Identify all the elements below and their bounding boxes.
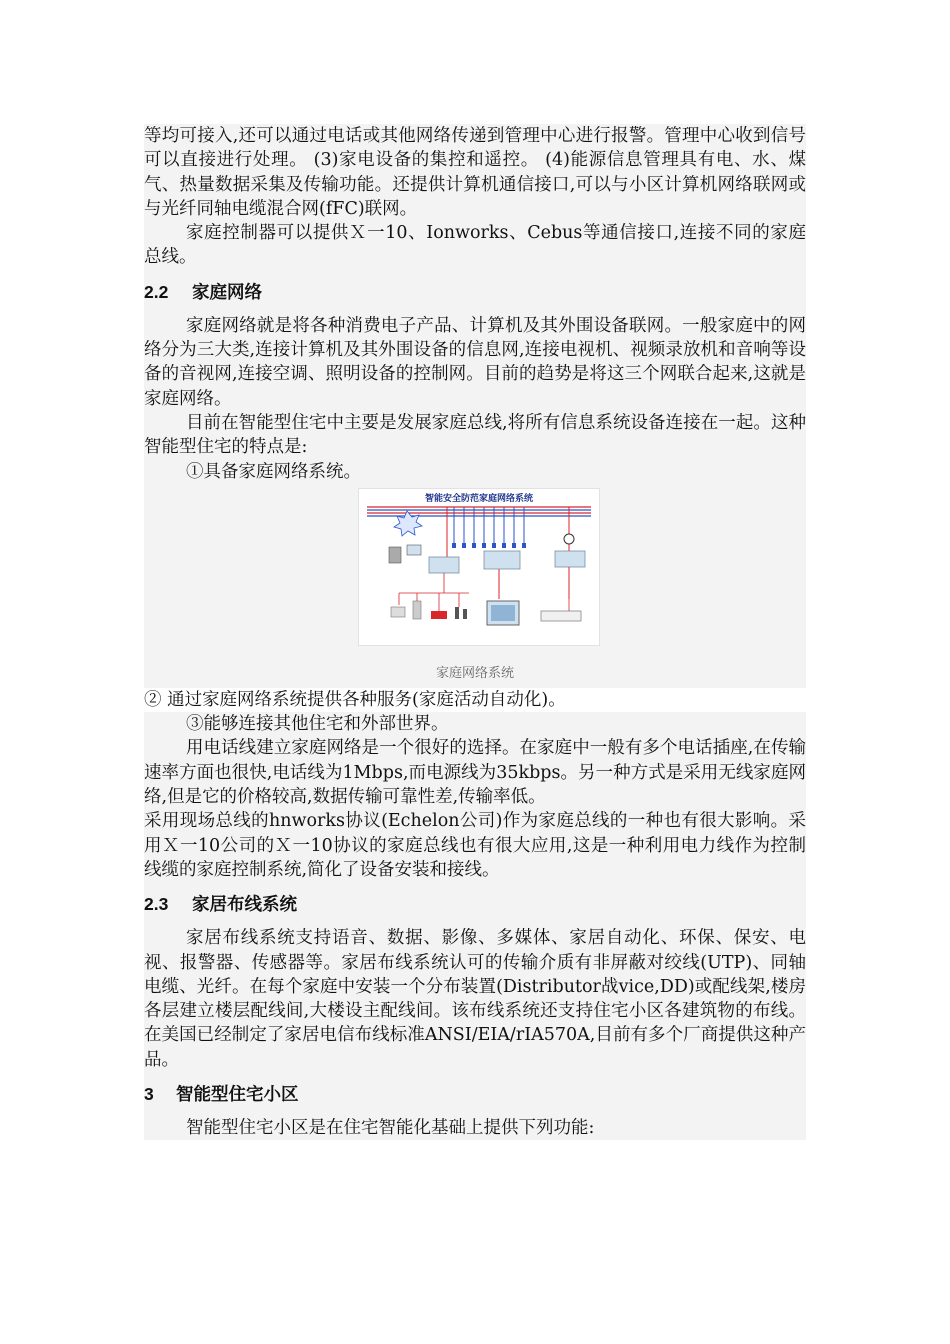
section-title: 智能型住宅小区 (176, 1084, 299, 1105)
home-network-diagram (358, 488, 600, 646)
alarm-burst-icon (394, 511, 422, 536)
list-item-3: ③能够连接其他住宅和外部世界。 (186, 714, 449, 735)
intro-block (144, 124, 806, 270)
list-item-2: ② 通过家庭网络系统提供各种服务(家庭活动自动化)。 (144, 689, 566, 710)
paragraph: 目前在智能型住宅中主要是发展家庭总线,将所有信息系统设备连接在一起。这种智能型住宅的特点是: (144, 412, 806, 458)
section-2-2-body (144, 314, 806, 688)
controller-box-icons (429, 534, 585, 573)
section-number: 2.2 (144, 281, 169, 302)
outlet-icons (452, 543, 526, 548)
section-number: 3 (144, 1084, 154, 1105)
intro-paragraph-1: 等均可接入,还可以通过电话或其他网络传递到管理中心进行报警。管理中心收到信号可以直接进行处理。 (3)家电设备的集控和遥控。 (4)能源信息管理具有电、水、煤气、热量数据采集及传输功能。还提供计算机通信接口,可以与小区计算机网络联网或与光纤同轴电缆混合网(fFC)联网。 (144, 126, 806, 219)
section-heading-3 (144, 1072, 806, 1116)
section-heading-2-2 (144, 270, 806, 314)
paragraph: 家居布线系统支持语音、数据、影像、多媒体、家居自动化、环保、保安、电视、报警器、传感器等。家居布线系统认可的传输介质有非屏蔽对绞线(UTP)、同轴电缆、光纤。在每个家庭中安装一个分布装置(Distributor战vice,DD)或配线架,楼房各层建立楼层配线间,大楼设主配线间。该布线系统还支持住宅小区各建筑物的布线。在美国已经制定了家居电信布线标准ANSI/EIA/rIA570A,目前有多个厂商提供这种产品。 (144, 928, 806, 1070)
paragraph: 智能型住宅小区是在住宅智能化基础上提供下列功能: (186, 1118, 595, 1139)
paragraph: 家庭网络就是将各种消费电子产品、计算机及其外围设备联网。一般家庭中的网络分为三大类,连接计算机及其外围设备的信息网,连接电视机、视频录放机和音响等设备的音视网,连接空调、照明设备的控制网。目前的趋势是将这三个网联合起来,这就是家庭网络。 (144, 315, 806, 409)
bus-lines (367, 507, 591, 516)
figure-home-network (144, 484, 806, 688)
paragraph: 用电话线建立家庭网络是一个很好的选择。在家庭中一般有多个电话插座,在传输速率方面也很快,电话线为1Mbps,而电源线为35kbps。另一种方式是采用无线家庭网络,但是它的价格较高,数据传输可靠性差,传输率低。 (144, 738, 806, 808)
section-heading-2-3 (144, 882, 806, 926)
diagram-title: 智能安全防范家庭网络系统 (424, 493, 534, 504)
figure-caption: 家庭网络系统 (435, 664, 514, 680)
section-title: 家庭网络 (192, 281, 262, 302)
section-title: 家居布线系统 (192, 894, 297, 915)
connector-lines (399, 567, 569, 611)
section-3-body (144, 1116, 806, 1140)
section-2-3-body (144, 926, 806, 1072)
page-content (144, 124, 806, 1140)
section-number: 2.3 (144, 894, 169, 915)
intro-paragraph-2: 家庭控制器可以提供Ｘ一10、Ionworks、Cebus等通信接口,连接不同的家庭总线。 (144, 223, 806, 268)
list-item-1: ①具备家庭网络系统。 (186, 461, 361, 482)
section-2-2-body-continued (144, 712, 806, 882)
network-diagram-svg (359, 489, 599, 645)
paragraph: 采用现场总线的hnworks协议(Echelon公司)作为家庭总线的一种也有很大影响。采用Ｘ一10公司的Ｘ一10协议的家庭总线也有很大应用,这是一种利用电力线作为控制线缆的家庭控制系统,简化了设备安装和接线。 (144, 811, 806, 880)
